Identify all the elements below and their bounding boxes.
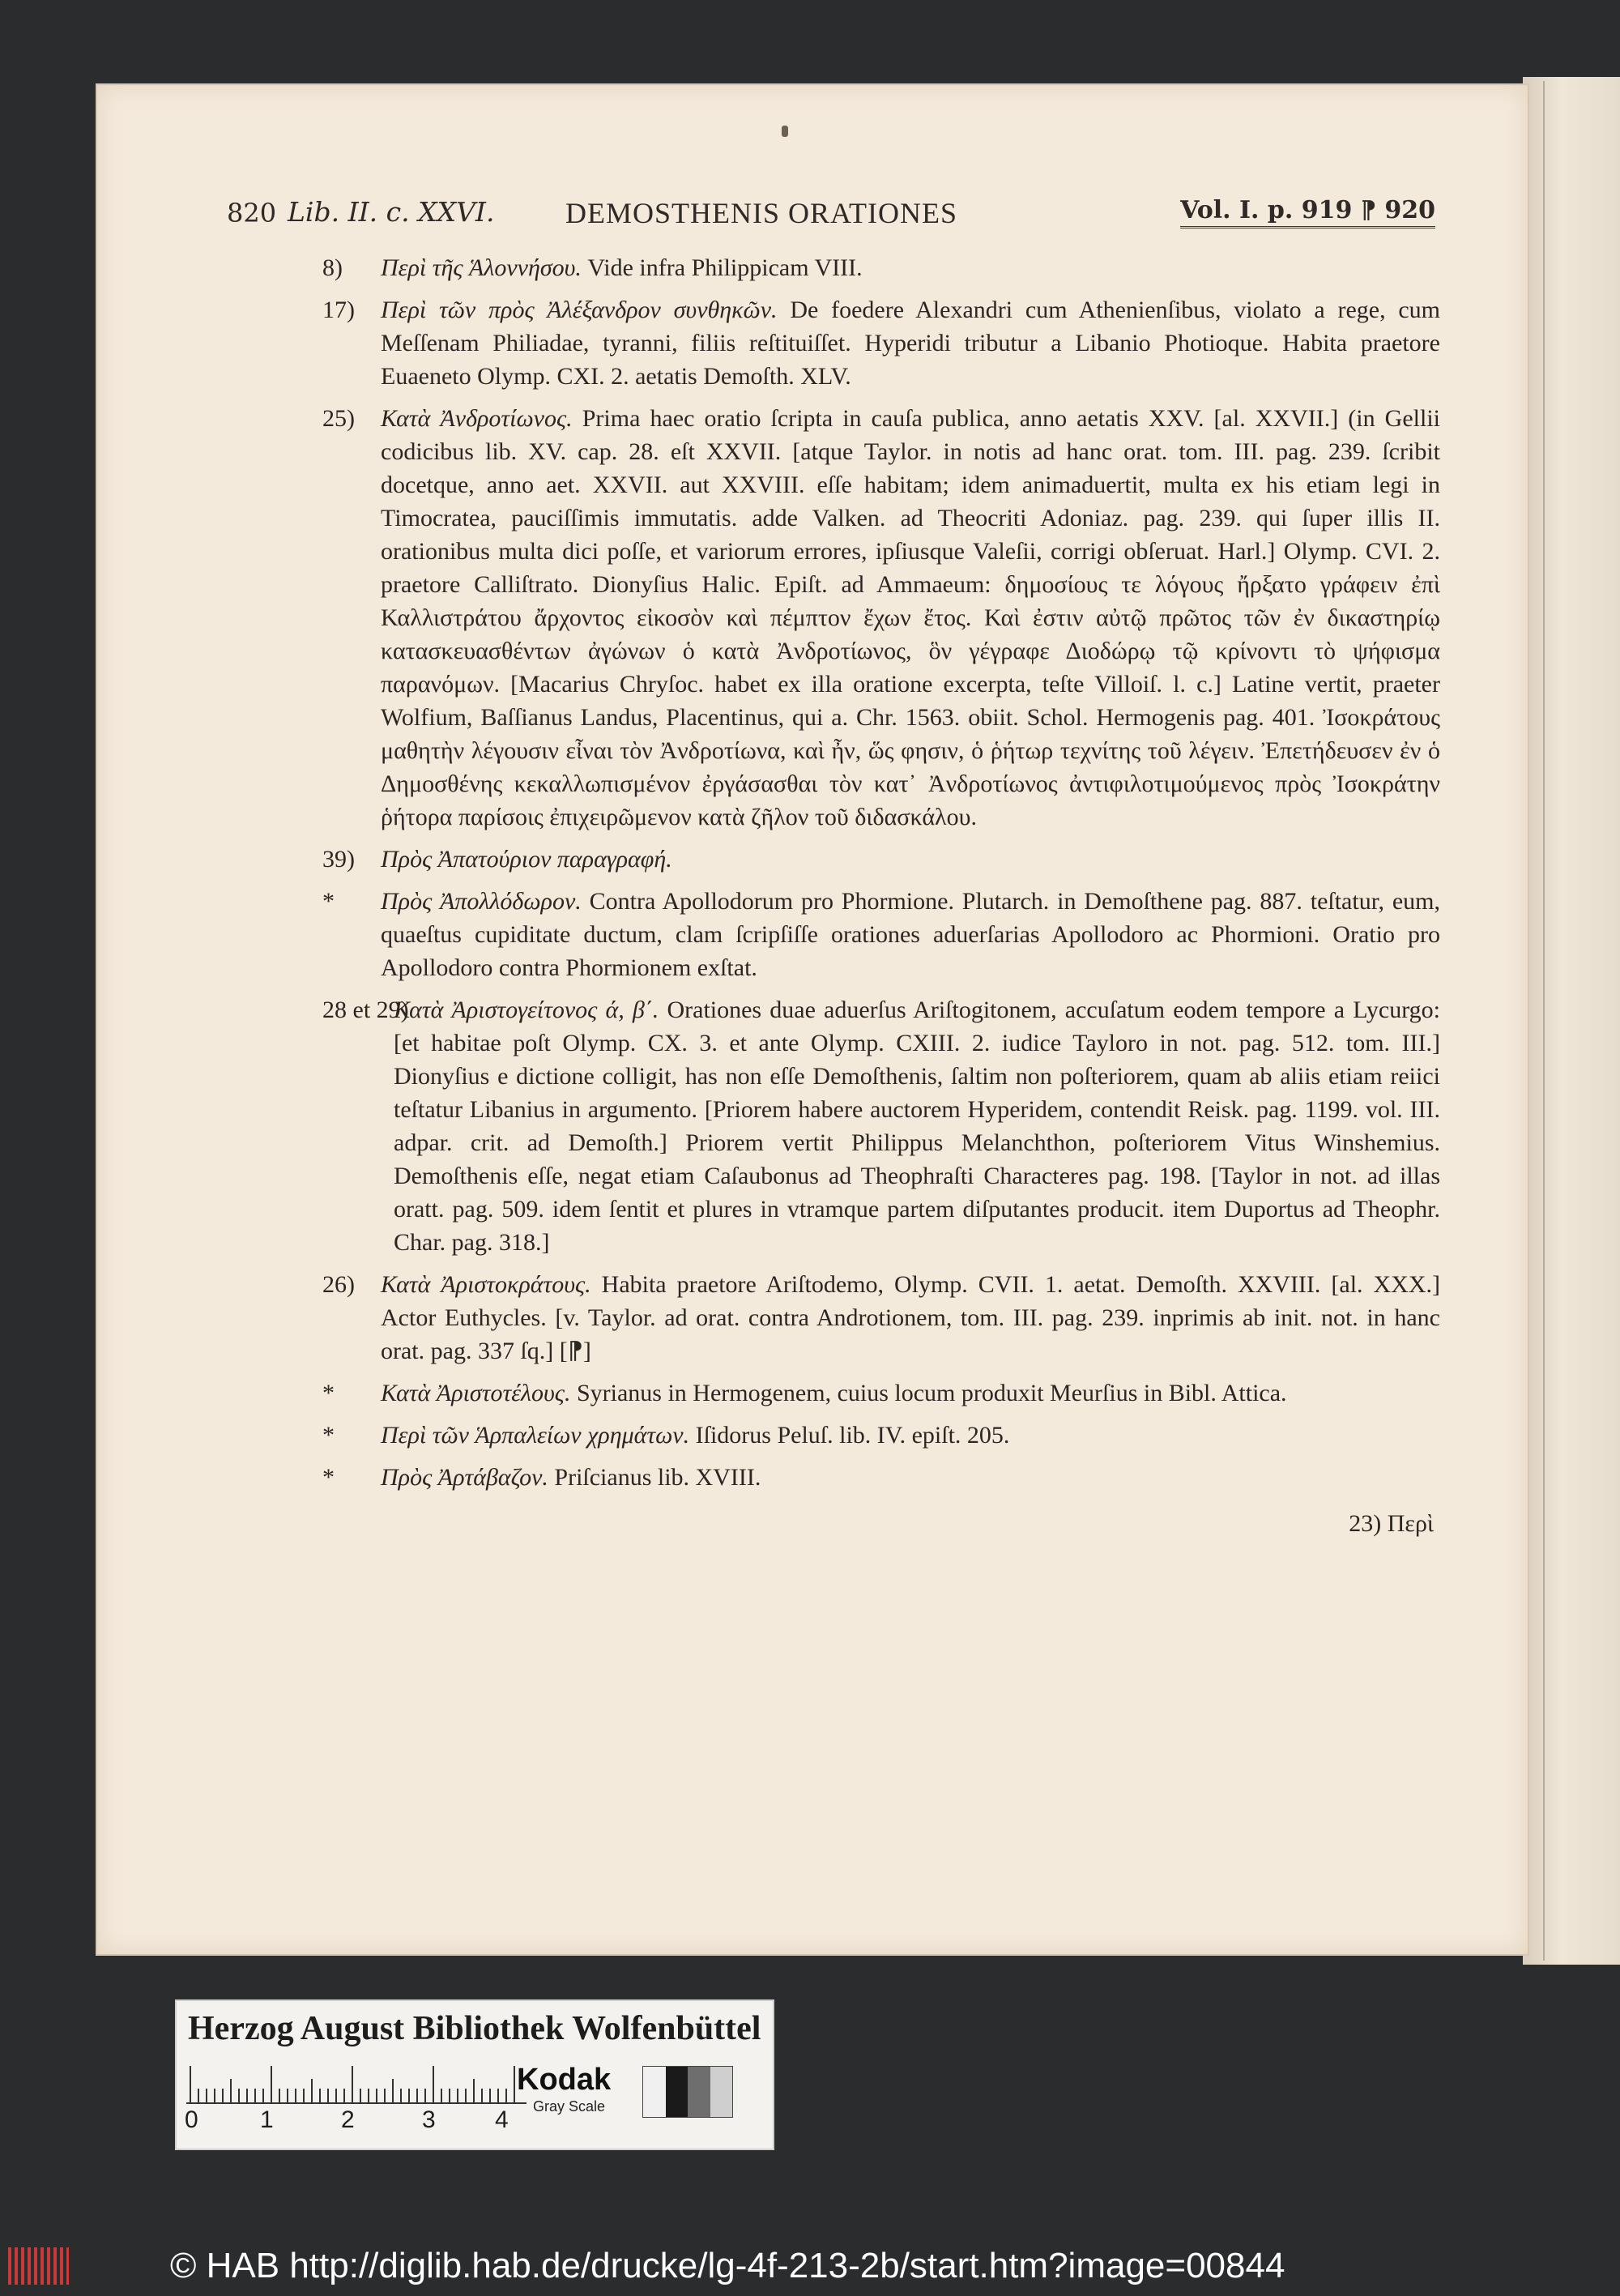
running-title: DEMOSTHENIS ORATIONES — [565, 197, 958, 229]
greek-title: Πρὸς Ἀρτάβαζον. — [381, 1464, 548, 1491]
ruler-number: 3 — [422, 2106, 436, 2133]
entry-number: 28 et 29) — [322, 996, 409, 1023]
running-header — [227, 193, 1435, 233]
entry-number: 39) — [322, 846, 355, 873]
greek-title: Πρὸς Ἀπολλόδωρον. — [381, 888, 582, 915]
entry-artabazus — [322, 1461, 1440, 1494]
entry-number: 25) — [322, 405, 355, 432]
ruler-number: 2 — [341, 2106, 355, 2133]
entry-25 — [322, 402, 1440, 834]
entry-number: 17) — [322, 297, 355, 323]
entry-text: Vide infra Philippicam VIII. — [587, 254, 863, 281]
entry-aristoteles — [322, 1376, 1440, 1410]
entry-number: 26) — [322, 1271, 355, 1298]
entry-39 — [322, 843, 1440, 876]
entry-number: 8) — [322, 254, 343, 281]
entry-text: Prima haec oratio ſcripta in cauſa publica, anno aetatis XXV. [al. XXVII.] (in Gellii codicibus lib. XV. cap. 28. eſt XXVII. [atque Taylor. in notis ad hanc orat. tom. III. pag. 239. ſcribit docetque, anno aet. XXVII. aut XXVIII. eſſe habitam; idem animaduertit, multa ex his etiam legi in Timocratea, pauciſſimis immutatis. adde Valken. ad Theocriti Adoniaz. pag. 239. qui ſuper illis II. orationibus multa dici poſſe, et variorum errores, ipſiusque Valeſii, corrigi obſeruat. Harl.] Olymp. CVI. 2. praetore Calliſtrato. Dionyſius Halic. Epiſt. ad Ammaeum: δημοσίους τε λόγους ἤρξατο γράφειν ἐπὶ Καλλιστράτου ἄρχοντος εἰκοσὸν καὶ πέμπτον ἔχων ἔτος. Καὶ ἐστιν αὐτῷ πρῶτος τῶν ἐν δικαστηρίῳ κατασκευασθέντων ἀγώνων ὁ κατὰ Ἀνδροτίωνος, ὃν γέγραφε Διοδώρῳ τῷ κρίνοντι τὸ ψήφισμα παρανόμων. [Macarius Chryſoc. habet ex illa oratione excerpta, teſte Villoiſ. l. c.] Latine vertit, praeter Wolfium, Baſſianus Landus, Placentinus, qui a. Chr. 1563. obiit. Schol. Hermogenis pag. 401. Ἰσοκράτους μαθητὴν λέγουσιν εἶναι τὸν Ἀνδροτίωνα, καὶ ἦν, ὥς φησιν, ὁ ῥήτωρ τεχνίτης τοῦ λέγειν. Ἐπετήδευσεν ἐν ὁ Δημοσθένης κεκαλλωπισμένον ἐργάσασθαι τὸν κατ᾽ Ἀνδροτίωνος ἀντιφιλοτιμούμενος πρὸς Ἰσοκράτην ῥήτορα παρίσοις ἐπιχειρῶμενον κατὰ ζῆλον τοῦ διδασκάλου. — [381, 405, 1440, 830]
page-number: 820 — [227, 198, 277, 228]
greek-title: Περὶ τῆς Ἁλοννήσου. — [381, 254, 582, 281]
entry-8 — [322, 251, 1440, 284]
greek-title: Περὶ τῶν Ἁρπαλείων χρημάτων. — [381, 1422, 690, 1449]
institution-name: Herzog August Bibliothek Wolfenbüttel — [188, 2010, 761, 2047]
greek-title: Περὶ τῶν πρὸς Ἀλέξανδρον συνθηκῶν. — [381, 297, 778, 323]
ruler-number: 0 — [185, 2106, 198, 2133]
entry-text: Contra Apollodorum pro Phormione. Plutarch. in Demoſthene pag. 887. teſtatur, eum, quaeſtus cupiditate ductum, clam ſcripſiſſe orationes aduerſarias Apollodoro ac Phormioni. Oratio pro Apollodoro contra Phormionem exſtat. — [381, 888, 1440, 981]
entry-marker: * — [322, 1464, 335, 1491]
greek-title: Πρὸς Ἀπατούριον παραγραφή. — [381, 846, 672, 873]
ruler-scale — [186, 2064, 526, 2105]
entry-28-29 — [322, 993, 1440, 1259]
page-body — [322, 251, 1440, 1540]
greek-title: Κατὰ Ἀριστοκράτους. — [381, 1271, 591, 1298]
footer-bar — [0, 2238, 1620, 2296]
entry-text: Syrianus in Hermogenem, cuius locum produxit Meurſius in Bibl. Attica. — [576, 1380, 1287, 1406]
ruler-numbers — [185, 2106, 525, 2139]
greek-title: Κατὰ Ἀριστογείτονος ά, β΄. — [394, 996, 659, 1023]
entry-text: De foedere Alexandri cum Athenienſibus, violato a rege, cum Meſſenam Philiadae, tyranni, filiis reſtituiſſet. Hyperidi tributur a Libanio Photioque. Habita praetore Euaeneto Olymp. CXI. 2. aetatis Demoſth. XLV. — [381, 297, 1441, 390]
ruler-number: 4 — [495, 2106, 509, 2133]
pin-mark — [782, 126, 788, 137]
library-color-scale-card — [175, 1999, 774, 2150]
kodak-logo-text: Kodak — [517, 2063, 612, 2097]
catchword: 23) Περὶ — [1349, 1510, 1434, 1537]
entry-text: Iſidorus Peluſ. lib. IV. epiſt. 205. — [695, 1422, 1010, 1449]
gray-scale-label: Gray Scale — [533, 2098, 606, 2115]
entry-marker: * — [322, 1380, 335, 1406]
greek-title: Κατὰ Ἀνδροτίωνος. — [381, 405, 573, 432]
entry-harpalus — [322, 1419, 1440, 1452]
section-reference: Lib. II. c. XXVI. — [288, 196, 495, 228]
ruler-number: 1 — [260, 2106, 274, 2133]
entry-text: Priſcianus lib. XVIII. — [554, 1464, 761, 1491]
entry-marker: * — [322, 888, 335, 915]
greek-title: Κατὰ Ἀριστοτέλους. — [381, 1380, 571, 1406]
entry-apollodorus — [322, 885, 1440, 984]
gray-scale-swatches — [642, 2066, 733, 2118]
footer-url[interactable]: © HAB http://diglib.hab.de/drucke/lg-4f-213-2b/start.htm?image=00844 — [170, 2246, 1285, 2285]
entry-17 — [322, 293, 1440, 393]
entry-marker: * — [322, 1422, 335, 1449]
adjacent-page-edge — [1523, 77, 1620, 1965]
page-edge-line — [1543, 81, 1545, 1961]
entry-text: Orationes duae aduerſus Ariſtogitonem, accuſatum eodem tempore a Lycurgo: [et habitae poſt Olymp. CX. 3. et ante Olymp. CXIII. 2. iudice Tayloro in not. pag. 512. tom. III.] Dionyſius e dictione colligit, has non eſſe Demoſthenis, ſaltim non poſteriorem, quam ab aliis etiam reiici teſtatur Libanius in argumento. [Priorem habere auctorem Hyperidem, contendit Reisk. pag. 1199. vol. III. adpar. crit. ad Demoſth.] Priorem vertit Philippus Melanchthon, poſteriorem Vitus Winshemius. Demoſthenis eſſe, negat etiam Caſaubonus ad Theophraſti Characteres pag. 198. [Taylor in not. ad illas oratt. pag. 509. idem ſentit et plures in vtramque partem diſputantes producit. item Duportus ad Theophr. Char. pag. 318.] — [394, 996, 1441, 1256]
entry-text: Habita praetore Ariſtodemo, Olymp. CVII. 1. aetat. Demoſth. XXVIII. [al. XXX.] Actor Euthycles. [v. Taylor. ad orat. contra Androtionem, tom. III. pag. 239. inprimis ab init. not. in hanc orat. pag. 337 ſq.] [⁋] — [381, 1271, 1440, 1364]
barcode-icon — [8, 2247, 69, 2285]
volume-reference: Vol. I. p. 919 ⁋ 920 — [1180, 196, 1435, 228]
entry-26 — [322, 1268, 1440, 1368]
